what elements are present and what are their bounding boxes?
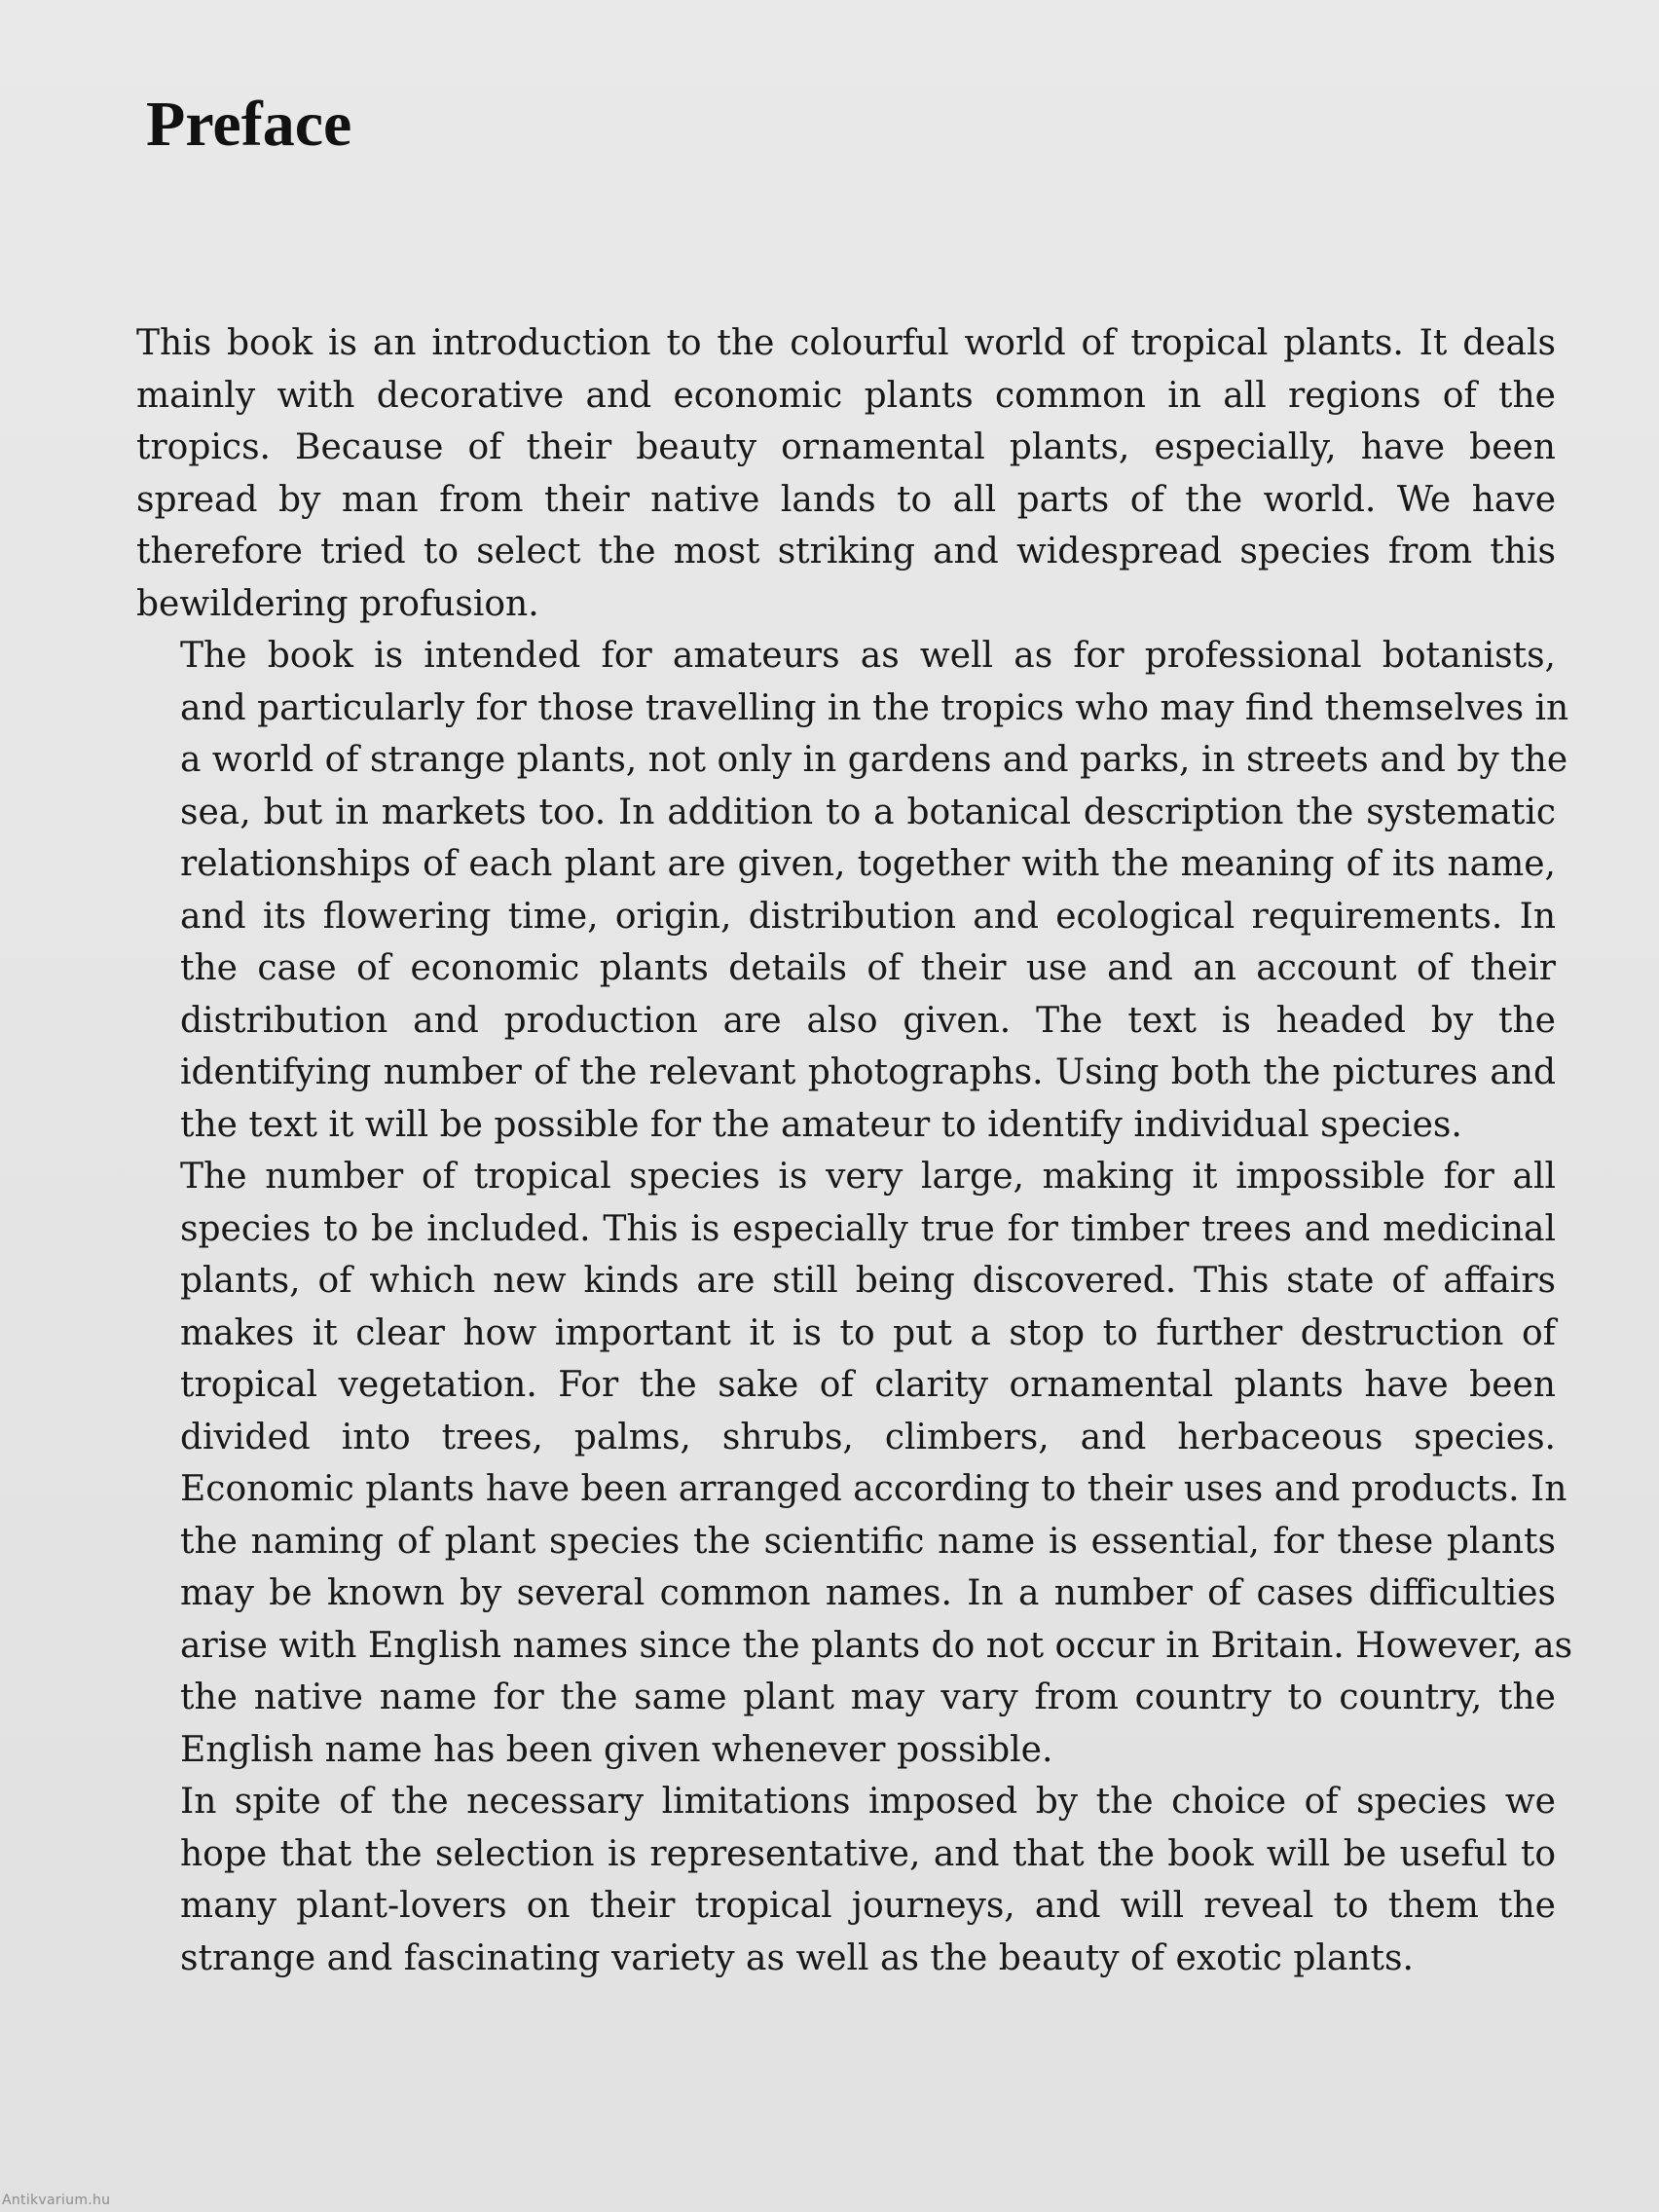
- text-line: tropics. Because of their beauty ornamental plants, especially, have been: [136, 427, 1556, 467]
- text-line: Economic plants have been arranged according to their uses and products. In: [180, 1469, 1567, 1509]
- text-line: In spite of the necessary limitations imposed by the choice of species we: [180, 1782, 1556, 1822]
- text-line: identifying number of the relevant photographs. Using both the pictures and: [180, 1052, 1556, 1092]
- text-line: may be known by several common names. In a number of cases difficulties: [180, 1573, 1556, 1613]
- text-line: therefore tried to select the most striking and widespread species from this: [136, 532, 1556, 571]
- text-line: relationships of each plant are given, together with the meaning of its name,: [180, 844, 1556, 884]
- paragraph-3: [136, 1151, 1573, 1776]
- text-line: arise with English names since the plants do not occur in Britain. However, as: [180, 1625, 1573, 1666]
- text-line: tropical vegetation. For the sake of clarity ornamental plants have been: [180, 1365, 1556, 1405]
- watermark: Antikvarium.hu: [2, 2193, 111, 2208]
- text-line: hope that the selection is representative, and that the book will be useful to: [180, 1833, 1556, 1874]
- text-line: strange and fascinating variety as well as the beauty of exotic plants.: [180, 1937, 1414, 1978]
- text-line: the text it will be possible for the amateur to identify individual species.: [180, 1104, 1462, 1145]
- text-line: bewildering profusion.: [136, 583, 539, 624]
- text-line: and particularly for those travelling in the tropics who may find themselves in: [180, 687, 1569, 728]
- paragraph-2: [136, 630, 1569, 1151]
- text-line: the native name for the same plant may vary from country to country, the: [180, 1677, 1556, 1717]
- text-line: The book is intended for amateurs as well as for professional botanists,: [180, 636, 1556, 676]
- text-line: This book is an introduction to the colourful world of tropical plants. It deals: [136, 323, 1556, 363]
- text-line: The number of tropical species is very large, making it impossible for all: [180, 1157, 1556, 1197]
- text-line: many plant-lovers on their tropical journeys, and will reveal to them the: [180, 1886, 1556, 1926]
- paragraph-4: [136, 1776, 1556, 1984]
- text-line: and its flowering time, origin, distribution and ecological requirements. In: [180, 896, 1556, 937]
- preface-body: [136, 317, 1573, 1984]
- text-line: the naming of plant species the scientific name is essential, for these plants: [180, 1521, 1556, 1562]
- paragraph-1: [136, 317, 1556, 630]
- text-line: the case of economic plants details of their use and an account of their: [180, 948, 1556, 988]
- text-line: divided into trees, palms, shrubs, climbers, and herbaceous species.: [180, 1417, 1556, 1457]
- text-line: species to be included. This is especially true for timber trees and medicinal: [180, 1208, 1556, 1249]
- text-line: mainly with decorative and economic plants common in all regions of the: [136, 375, 1556, 416]
- text-line: spread by man from their native lands to all parts of the world. We have: [136, 479, 1556, 520]
- text-line: sea, but in markets too. In addition to a botanical description the systematic: [180, 792, 1556, 832]
- text-line: English name has been given whenever possible.: [180, 1729, 1053, 1770]
- text-line: makes it clear how important it is to put a stop to further destruction of: [180, 1312, 1556, 1353]
- text-line: plants, of which new kinds are still being discovered. This state of affairs: [180, 1261, 1556, 1301]
- text-line: a world of strange plants, not only in gardens and parks, in streets and by the: [180, 740, 1568, 780]
- text-line: distribution and production are also given. The text is headed by the: [180, 1000, 1556, 1041]
- page-title: Preface: [146, 89, 352, 160]
